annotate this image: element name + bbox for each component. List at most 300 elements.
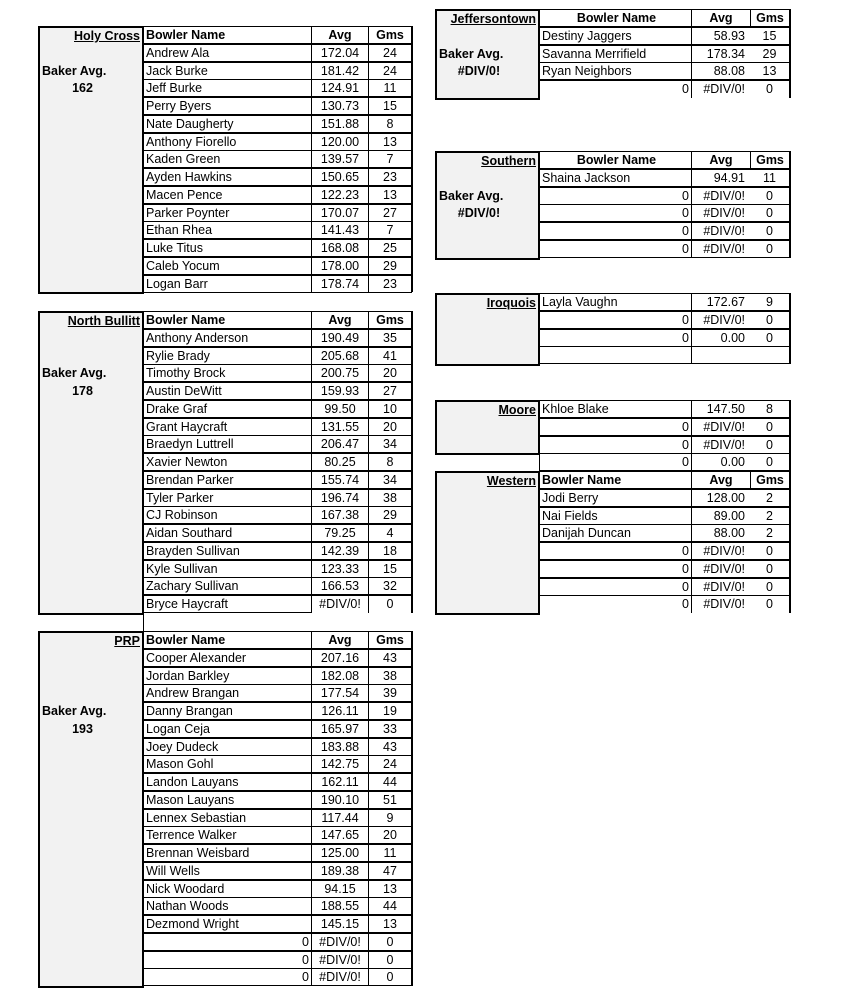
bowler-name: 0 (539, 560, 692, 578)
table-right-edge (411, 311, 413, 613)
bowler-gms: 0 (750, 187, 790, 205)
bowler-gms: 24 (368, 44, 412, 62)
bowler-gms: 29 (368, 257, 412, 275)
bowler-row (539, 418, 790, 436)
bowler-gms: 8 (368, 453, 412, 471)
bowler-row (143, 791, 412, 809)
bowler-avg: 183.88 (311, 738, 369, 756)
bowler-gms: 18 (368, 542, 412, 560)
bowler-avg: 145.15 (311, 915, 369, 933)
bowler-avg: #DIV/0! (691, 595, 751, 613)
bowler-name: Logan Barr (143, 275, 312, 293)
header-row (143, 26, 412, 44)
bowler-avg: 200.75 (311, 364, 369, 382)
bowler-name: Grant Haycraft (143, 418, 312, 436)
bowler-gms: 38 (368, 667, 412, 685)
bowler-name: Tyler Parker (143, 489, 312, 507)
bowler-gms: 33 (368, 720, 412, 738)
bowler-name: Parker Poynter (143, 204, 312, 222)
bowler-name: Anthony Fiorello (143, 133, 312, 151)
table-right-edge (789, 293, 791, 364)
bowler-avg: 159.93 (311, 382, 369, 400)
bowler-gms: 13 (368, 186, 412, 204)
bowler-name: Ryan Neighbors (539, 62, 692, 80)
header-row (539, 9, 790, 27)
bowler-gms: 13 (368, 915, 412, 933)
bowler-avg: 178.74 (311, 275, 369, 293)
bowler-row (143, 471, 412, 489)
bowler-avg: #DIV/0! (691, 240, 751, 258)
bowler-row (143, 453, 412, 471)
bowler-avg: 206.47 (311, 435, 369, 453)
bowler-avg: 166.53 (311, 577, 369, 595)
bowler-name: Ethan Rhea (143, 221, 312, 239)
bowler-row (143, 968, 412, 986)
bowler-row (143, 168, 412, 186)
bowler-name: Savanna Merrifield (539, 45, 692, 63)
bowler-row (143, 97, 412, 115)
bowler-avg: 207.16 (311, 649, 369, 667)
bowler-gms: 0 (750, 329, 790, 347)
bowler-name: 0 (539, 453, 692, 471)
bowler-row (143, 489, 412, 507)
table-right-edge (789, 151, 791, 258)
bowler-gms: 20 (368, 418, 412, 436)
column-header-avg: Avg (311, 311, 369, 329)
bowler-name: Braedyn Luttrell (143, 435, 312, 453)
bowler-name: 0 (539, 80, 692, 98)
baker-avg-label: Baker Avg. (42, 704, 107, 718)
bowler-avg: #DIV/0! (311, 595, 369, 613)
bowler-name: Luke Titus (143, 239, 312, 257)
team-label-box (435, 9, 540, 100)
bowler-avg: #DIV/0! (691, 80, 751, 98)
bowler-row (143, 915, 412, 933)
bowler-row (143, 524, 412, 542)
bowler-name: Brayden Sullivan (143, 542, 312, 560)
column-header-gms: Gms (368, 311, 412, 329)
bowler-avg: #DIV/0! (311, 933, 369, 951)
bowler-name: Caleb Yocum (143, 257, 312, 275)
bowler-row (539, 400, 790, 418)
bowler-name: Landon Lauyans (143, 773, 312, 791)
bowler-row (143, 933, 412, 951)
bowler-avg: 182.08 (311, 667, 369, 685)
bowler-avg: 80.25 (311, 453, 369, 471)
header-row (143, 631, 412, 649)
bowler-name: 0 (539, 311, 692, 329)
bowler-gms: 10 (368, 400, 412, 418)
bowler-name: Khloe Blake (539, 400, 692, 418)
bowler-name: Terrence Walker (143, 826, 312, 844)
bowler-avg: 122.23 (311, 186, 369, 204)
bowler-name: Rylie Brady (143, 347, 312, 365)
bowler-avg: 150.65 (311, 168, 369, 186)
bowler-gms: 24 (368, 62, 412, 80)
bowler-name: Jack Burke (143, 62, 312, 80)
bowler-row (143, 809, 412, 827)
bowler-name: Danijah Duncan (539, 524, 692, 542)
bowler-name: Destiny Jaggers (539, 27, 692, 45)
bowler-row (143, 400, 412, 418)
team-label-box (38, 26, 144, 294)
column-header-avg: Avg (311, 26, 369, 44)
bowler-name: Mason Gohl (143, 755, 312, 773)
bowler-row (539, 222, 790, 240)
bowler-gms: 11 (750, 169, 790, 187)
bowler-gms: 34 (368, 471, 412, 489)
bowler-name (539, 346, 692, 364)
bowler-avg: #DIV/0! (691, 204, 751, 222)
bowler-gms: 20 (368, 364, 412, 382)
baker-avg-label: Baker Avg. (42, 366, 107, 381)
bowler-avg: 205.68 (311, 347, 369, 365)
bowler-row (539, 507, 790, 525)
bowler-row (143, 595, 412, 613)
bowler-avg: #DIV/0! (691, 542, 751, 560)
bowler-avg: 120.00 (311, 133, 369, 151)
bowler-name: Brennan Weisbard (143, 844, 312, 862)
bowler-gms: 35 (368, 329, 412, 347)
bowler-row (143, 115, 412, 133)
bowler-gms: 51 (368, 791, 412, 809)
bowler-avg: 196.74 (311, 489, 369, 507)
table-right-edge (411, 631, 413, 986)
bowler-row (539, 346, 790, 364)
team-label-box (435, 293, 540, 366)
bowler-avg: 139.57 (311, 150, 369, 168)
bowler-row (539, 542, 790, 560)
bowler-row (143, 204, 412, 222)
bowler-avg: 94.91 (691, 169, 751, 187)
bowler-row (143, 186, 412, 204)
bowler-name: Perry Byers (143, 97, 312, 115)
bowler-gms: 47 (368, 862, 412, 880)
bowler-name: Jordan Barkley (143, 667, 312, 685)
bowler-name: Andrew Ala (143, 44, 312, 62)
team-name: Holy Cross (74, 29, 140, 43)
bowler-row (539, 595, 790, 613)
bowler-gms: 2 (750, 507, 790, 525)
bowler-gms: 41 (368, 347, 412, 365)
column-header-avg: Avg (691, 151, 751, 169)
bowler-avg: 190.10 (311, 791, 369, 809)
bowler-name: Jodi Berry (539, 489, 692, 507)
bowler-name: Nathan Woods (143, 897, 312, 915)
bowler-avg: 126.11 (311, 702, 369, 720)
bowler-avg: 178.00 (311, 257, 369, 275)
bowler-row (143, 435, 412, 453)
bowler-gms: 2 (750, 524, 790, 542)
bowler-row (539, 436, 790, 454)
bowler-avg: 125.00 (311, 844, 369, 862)
column-header-bowler-name: Bowler Name (539, 151, 692, 169)
column-header-gms: Gms (750, 471, 790, 489)
team-label-box (38, 311, 144, 615)
bowler-name: Nick Woodard (143, 880, 312, 898)
bowler-row (143, 62, 412, 80)
bowler-avg: 178.34 (691, 45, 751, 63)
bowler-row (143, 257, 412, 275)
bowler-name: Kaden Green (143, 150, 312, 168)
bowler-row (143, 221, 412, 239)
bowler-row (143, 133, 412, 151)
bowler-avg: #DIV/0! (691, 560, 751, 578)
bowler-avg: 141.43 (311, 221, 369, 239)
bowler-row (539, 293, 790, 311)
bowler-gms: 39 (368, 684, 412, 702)
baker-avg-value: #DIV/0! (457, 206, 501, 221)
bowler-name: Drake Graf (143, 400, 312, 418)
bowler-name: 0 (143, 951, 312, 969)
bowler-avg: 88.08 (691, 62, 751, 80)
bowler-gms: 38 (368, 489, 412, 507)
team-name: Jeffersontown (450, 12, 536, 26)
bowler-name: Jeff Burke (143, 79, 312, 97)
column-header-avg: Avg (691, 9, 751, 27)
team-name: Iroquois (486, 296, 536, 310)
bowler-gms: 15 (750, 27, 790, 45)
bowler-row (143, 880, 412, 898)
bowler-row (143, 44, 412, 62)
column-header-avg: Avg (691, 471, 751, 489)
bowler-name: 0 (539, 187, 692, 205)
bowler-name: Macen Pence (143, 186, 312, 204)
bowler-row (143, 773, 412, 791)
column-header-bowler-name: Bowler Name (539, 471, 692, 489)
bowler-gms: 8 (750, 400, 790, 418)
bowler-avg: 0.00 (691, 329, 751, 347)
bowler-gms: 44 (368, 773, 412, 791)
bowler-name: Kyle Sullivan (143, 560, 312, 578)
bowler-gms: 43 (368, 738, 412, 756)
bowler-gms: 43 (368, 649, 412, 667)
bowler-gms: 0 (750, 240, 790, 258)
bowler-row (143, 738, 412, 756)
baker-avg-label: Baker Avg. (439, 46, 504, 61)
column-header-gms: Gms (750, 151, 790, 169)
column-header-bowler-name: Bowler Name (143, 26, 312, 44)
bowler-row (539, 204, 790, 222)
bowler-gms: 0 (368, 933, 412, 951)
bowler-name: Brendan Parker (143, 471, 312, 489)
bowler-row (143, 667, 412, 685)
baker-avg-value: 193 (72, 721, 93, 736)
bowler-avg: 88.00 (691, 524, 751, 542)
bowler-name: Lennex Sebastian (143, 809, 312, 827)
table-right-edge (789, 471, 791, 613)
bowler-avg: 155.74 (311, 471, 369, 489)
bowler-row (143, 239, 412, 257)
bowler-row (143, 755, 412, 773)
bowler-gms: 0 (750, 436, 790, 454)
bowler-avg: 94.15 (311, 880, 369, 898)
bowler-gms: 23 (368, 168, 412, 186)
bowler-row (539, 187, 790, 205)
bowler-gms: 23 (368, 275, 412, 293)
bowler-gms: 2 (750, 489, 790, 507)
bowler-name: 0 (539, 436, 692, 454)
bowler-row (143, 702, 412, 720)
team-label-box (435, 471, 540, 615)
cell-divider-line (143, 611, 144, 633)
table-right-edge (789, 9, 791, 98)
bowler-gms: 7 (368, 221, 412, 239)
column-header-gms: Gms (368, 631, 412, 649)
header-row (539, 151, 790, 169)
bowler-avg: 142.39 (311, 542, 369, 560)
bowler-gms: 27 (368, 204, 412, 222)
bowler-gms: 0 (750, 222, 790, 240)
bowler-name: Anthony Anderson (143, 329, 312, 347)
bowler-row (143, 79, 412, 97)
column-header-bowler-name: Bowler Name (143, 631, 312, 649)
team-label-box (38, 631, 144, 988)
bowler-name: 0 (539, 418, 692, 436)
bowler-avg (691, 346, 751, 364)
bowler-row (143, 844, 412, 862)
bowler-avg: #DIV/0! (691, 187, 751, 205)
bowler-row (539, 169, 790, 187)
bowler-gms: 13 (368, 133, 412, 151)
bowler-avg: 147.50 (691, 400, 751, 418)
bowler-avg: 190.49 (311, 329, 369, 347)
bowler-name: CJ Robinson (143, 506, 312, 524)
bowler-gms: 15 (368, 560, 412, 578)
team-name: Southern (481, 154, 536, 168)
bowler-row (539, 578, 790, 596)
bowler-gms: 0 (368, 595, 412, 613)
baker-avg-label: Baker Avg. (439, 188, 504, 203)
bowler-row (143, 506, 412, 524)
bowler-avg: 165.97 (311, 720, 369, 738)
bowler-row (143, 382, 412, 400)
bowler-avg: 131.55 (311, 418, 369, 436)
bowler-name: 0 (539, 222, 692, 240)
bowler-gms: 13 (750, 62, 790, 80)
header-row (539, 471, 790, 489)
bowler-gms: 24 (368, 755, 412, 773)
column-header-avg: Avg (311, 631, 369, 649)
bowler-row (539, 62, 790, 80)
bowler-name: 0 (143, 933, 312, 951)
table-right-edge (789, 400, 791, 471)
bowler-gms: 0 (750, 80, 790, 98)
bowler-gms: 19 (368, 702, 412, 720)
bowler-avg: 0.00 (691, 453, 751, 471)
bowler-name: 0 (539, 542, 692, 560)
bowler-name: 0 (539, 204, 692, 222)
bowler-row (143, 560, 412, 578)
bowler-avg: 128.00 (691, 489, 751, 507)
bowler-row (143, 951, 412, 969)
bowler-gms: 20 (368, 826, 412, 844)
bowler-gms: 7 (368, 150, 412, 168)
bowler-avg: 151.88 (311, 115, 369, 133)
bowler-gms: 9 (750, 293, 790, 311)
bowler-avg: 123.33 (311, 560, 369, 578)
bowler-row (143, 649, 412, 667)
bowler-avg: #DIV/0! (311, 951, 369, 969)
bowler-gms: 44 (368, 897, 412, 915)
bowler-row (143, 542, 412, 560)
bowler-avg: 172.67 (691, 293, 751, 311)
bowler-gms: 8 (368, 115, 412, 133)
bowler-name: Timothy Brock (143, 364, 312, 382)
bowler-name: 0 (539, 240, 692, 258)
bowler-row (143, 862, 412, 880)
bowler-name: Nai Fields (539, 507, 692, 525)
bowler-name: Cooper Alexander (143, 649, 312, 667)
bowler-row (539, 329, 790, 347)
bowler-row (539, 453, 790, 471)
team-name: North Bullitt (67, 314, 140, 328)
bowler-row (143, 275, 412, 293)
bowler-gms: 34 (368, 435, 412, 453)
bowler-row (539, 311, 790, 329)
bowler-gms: 29 (368, 506, 412, 524)
bowler-gms: 11 (368, 844, 412, 862)
bowler-name: Aidan Southard (143, 524, 312, 542)
bowler-gms (750, 346, 790, 364)
bowler-gms: 32 (368, 577, 412, 595)
bowler-name: Nate Daugherty (143, 115, 312, 133)
bowler-avg: 117.44 (311, 809, 369, 827)
bowler-row (539, 524, 790, 542)
header-row (143, 311, 412, 329)
bowler-avg: 162.11 (311, 773, 369, 791)
bowler-gms: 25 (368, 239, 412, 257)
bowler-name: Logan Ceja (143, 720, 312, 738)
bowler-avg: 99.50 (311, 400, 369, 418)
bowler-avg: 167.38 (311, 506, 369, 524)
column-header-gms: Gms (368, 26, 412, 44)
bowler-row (143, 826, 412, 844)
team-label-box (435, 400, 540, 455)
baker-avg-value: #DIV/0! (457, 64, 501, 79)
bowler-avg: #DIV/0! (691, 578, 751, 596)
bowler-avg: 142.75 (311, 755, 369, 773)
bowler-avg: 170.07 (311, 204, 369, 222)
bowler-gms: 13 (368, 880, 412, 898)
bowler-avg: #DIV/0! (691, 311, 751, 329)
bowler-name: 0 (539, 329, 692, 347)
bowler-name: Will Wells (143, 862, 312, 880)
bowler-gms: 0 (750, 560, 790, 578)
bowler-row (143, 897, 412, 915)
bowler-avg: #DIV/0! (691, 418, 751, 436)
bowler-name: Bryce Haycraft (143, 595, 312, 613)
bowler-row (143, 684, 412, 702)
bowler-gms: 0 (750, 311, 790, 329)
bowler-avg: #DIV/0! (311, 968, 369, 986)
bowler-gms: 0 (750, 578, 790, 596)
bowler-name: Xavier Newton (143, 453, 312, 471)
baker-avg-label: Baker Avg. (42, 63, 107, 78)
bowler-gms: 4 (368, 524, 412, 542)
bowler-avg: 189.38 (311, 862, 369, 880)
bowler-gms: 29 (750, 45, 790, 63)
bowler-row (539, 489, 790, 507)
column-header-bowler-name: Bowler Name (143, 311, 312, 329)
bowler-name: 0 (143, 968, 312, 986)
bowler-row (539, 45, 790, 63)
bowler-name: Layla Vaughn (539, 293, 692, 311)
bowler-gms: 11 (368, 79, 412, 97)
baker-avg-value: 178 (72, 384, 93, 398)
bowler-row (143, 150, 412, 168)
bowler-name: Austin DeWitt (143, 382, 312, 400)
